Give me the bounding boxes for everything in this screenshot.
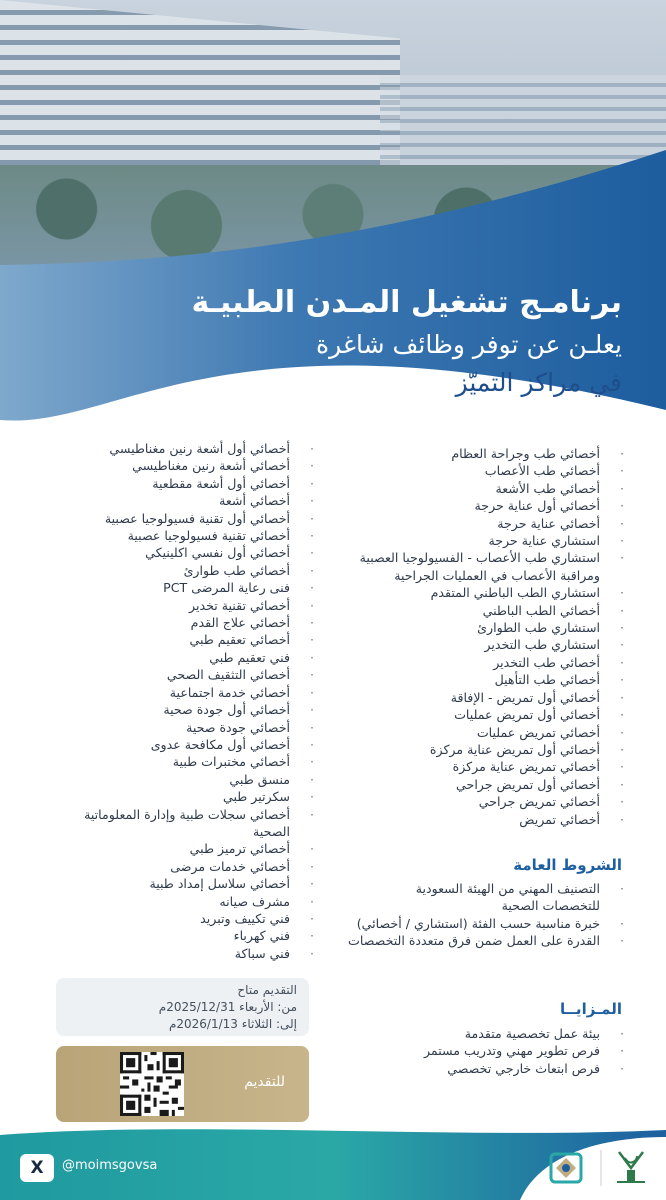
qr-code-icon[interactable]: [120, 1052, 184, 1116]
job-item: · استشاري الطب الباطني المتقدم: [326, 584, 626, 601]
job-item: · فنى رعاية المرضى PCT: [16, 579, 316, 596]
job-item: · أخصائي طب وجراحة العظام: [326, 445, 626, 462]
benefits-heading: المـزايــا: [560, 1000, 622, 1018]
job-item: · أخصائي أول تمريض - الإفاقة: [326, 689, 626, 706]
application-dates-box: [56, 978, 309, 1036]
job-item: · أخصائي تمريض عناية مركزة: [326, 758, 626, 775]
job-item: · أخصائي طب الأشعة: [326, 480, 626, 497]
job-item: · أخصائي ترميز طبي: [16, 840, 316, 857]
job-item: · سكرتير طبي: [16, 788, 316, 805]
job-item: · أخصائي مختبرات طبية: [16, 753, 316, 770]
job-item: · أخصائي تمريض عمليات: [326, 724, 626, 741]
jobs-list-right: [326, 445, 626, 828]
benefit-item: · فرص تطوير مهني وتدريب مستمر: [326, 1042, 626, 1059]
apply-label[interactable]: للتقديم: [244, 1074, 285, 1090]
job-item: · أخصائي أول تمريض عمليات: [326, 706, 626, 723]
condition-item: · خبرة مناسبة حسب الفئة (استشاري / أخصائي): [326, 915, 626, 932]
condition-item-continuation: للتخصصات الصحية: [501, 898, 600, 914]
benefits-list: [326, 1025, 626, 1077]
job-item: · أخصائي أول تمريض جراحي: [326, 776, 626, 793]
job-item: · أخصائي سلاسل إمداد طبية: [16, 875, 316, 892]
job-item: · أخصائي خدمة اجتماعية: [16, 684, 316, 701]
benefit-item: · بيئة عمل تخصصية متقدمة: [326, 1025, 626, 1042]
job-item: · أخصائي أول تمريض عناية مركزة: [326, 741, 626, 758]
job-item: · فني كهرباء: [16, 927, 316, 944]
job-item-continuation: الصحية: [253, 823, 290, 839]
job-item: · أخصائي تمريض جراحي: [326, 793, 626, 810]
job-item: · فني تكييف وتبريد: [16, 910, 316, 927]
job-item: · أخصائي أول عناية حرجة: [326, 497, 626, 514]
job-item: · استشاري طب الأعصاب - الفسيولوجيا العصبية: [326, 549, 626, 566]
job-item: · أخصائي أول أشعة رنين مغناطيسي: [16, 440, 316, 457]
job-item: · أخصائي علاج القدم: [16, 614, 316, 631]
x-social-icon[interactable]: X: [20, 1154, 54, 1182]
job-item: · أخصائي أول جودة صحية: [16, 701, 316, 718]
job-item: · استشاري طب التخدير: [326, 636, 626, 653]
job-item: · أخصائي طب التخدير: [326, 654, 626, 671]
medical-cities-logo-icon: [551, 1154, 581, 1182]
conditions-list: [326, 880, 626, 950]
apply-box[interactable]: [56, 1046, 309, 1122]
job-item-continuation: ومراقبة الأعصاب في العمليات الجراحية: [394, 567, 600, 583]
benefit-item: · فرص ابتعاث خارجي تخصصي: [326, 1060, 626, 1077]
conditions-heading: الشروط العامة: [513, 856, 622, 874]
job-item: · أخصائي سجلات طبية وإدارة المعلوماتية: [16, 806, 316, 823]
job-item: · أخصائي أشعة رنين مغناطيسي: [16, 457, 316, 474]
job-item: · أخصائي تقنية فسيولوجيا عصبية: [16, 527, 316, 544]
announcement-line: يعلـن عن توفر وظائف شاغرة: [316, 330, 622, 359]
job-item: · أخصائي طب طوارئ: [16, 562, 316, 579]
job-item: · منسق طبي: [16, 771, 316, 788]
job-item: · أخصائي تقنية تخدير: [16, 597, 316, 614]
job-item: · أخصائي طب التأهيل: [326, 671, 626, 688]
application-available-label: التقديم متاح: [237, 983, 297, 997]
job-item: · مشرف صيانه: [16, 893, 316, 910]
job-item: · أخصائي طب الأعصاب: [326, 462, 626, 479]
job-item: · أخصائي أول أشعة مقطعية: [16, 475, 316, 492]
application-from-date: من: الأربعاء 2025/12/31م: [158, 1000, 297, 1014]
job-item: · فني تعقيم طبي: [16, 649, 316, 666]
job-item: · أخصائي عناية حرجة: [326, 515, 626, 532]
condition-item: · القدرة على العمل ضمن فرق متعددة التخصصات: [326, 932, 626, 949]
program-title: برنامـج تشغيل المـدن الطبيـة: [191, 285, 622, 320]
condition-item: · التصنيف المهني من الهيئة السعودية: [326, 880, 626, 897]
centers-line: في مراكز التميّز: [455, 368, 622, 397]
application-to-date: إلى: الثلاثاء 2026/1/13م: [168, 1017, 297, 1031]
job-item: · أخصائي التثقيف الصحي: [16, 666, 316, 683]
job-item: · أخصائي تعقيم طبي: [16, 631, 316, 648]
job-item: · أخصائي تمريض: [326, 811, 626, 828]
job-item: · أخصائي أول نفسي اكلينيكي: [16, 544, 316, 561]
job-item: · فني سباكة: [16, 945, 316, 962]
job-item: · أخصائي خدمات مرضى: [16, 858, 316, 875]
job-item: · أخصائي أشعة: [16, 492, 316, 509]
job-item: · أخصائي أول تقنية فسيولوجيا عصبية: [16, 510, 316, 527]
job-item: · استشاري عناية حرجة: [326, 532, 626, 549]
job-item: · استشاري طب الطوارئ: [326, 619, 626, 636]
job-item: · أخصائي أول مكافحة عدوى: [16, 736, 316, 753]
social-handle[interactable]: @moimsgovsa: [62, 1158, 158, 1173]
job-item: · أخصائي جودة صحية: [16, 719, 316, 736]
jobs-list-left: [16, 440, 316, 962]
job-item: · أخصائي الطب الباطني: [326, 602, 626, 619]
saudi-emblem-icon: [617, 1152, 645, 1182]
ministry-logos: [545, 1138, 657, 1193]
